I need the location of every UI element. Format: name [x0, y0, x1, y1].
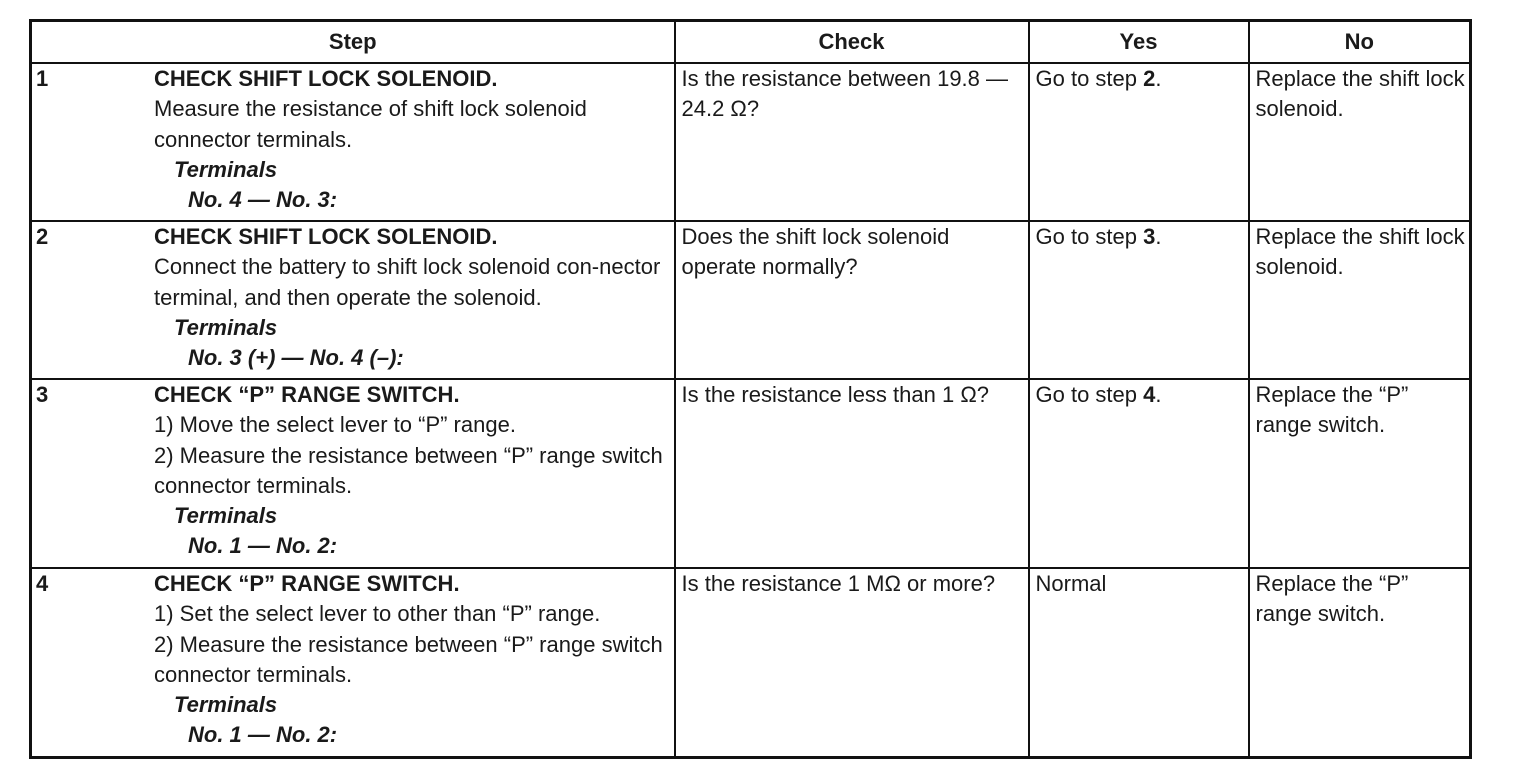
header-no: No	[1249, 21, 1471, 64]
step-cell	[31, 221, 675, 379]
step-description: Connect the battery to shift lock solenoid con-nector terminal, and then operate the solenoid.	[154, 254, 661, 310]
step-number: 3	[36, 382, 49, 407]
check-cell: Is the resistance 1 MΩ or more?	[675, 568, 1029, 757]
check-cell: Is the resistance between 19.8 — 24.2 Ω?	[675, 63, 1029, 221]
step-cell	[31, 568, 675, 757]
terminals-label: Terminals	[174, 503, 278, 529]
diagnostic-table	[29, 19, 1472, 759]
step-cell	[31, 379, 675, 568]
table-row	[31, 221, 1471, 379]
step-substep: 2) Measure the resistance between “P” range switch connector terminals.	[154, 631, 663, 687]
no-cell: Replace the “P” range switch.	[1249, 568, 1471, 757]
no-cell: Replace the shift lock solenoid.	[1249, 221, 1471, 379]
table-row	[31, 568, 1471, 757]
yes-suffix: .	[1155, 66, 1162, 91]
yes-cell	[1029, 379, 1249, 568]
yes-suffix: .	[1155, 382, 1162, 407]
terminals-value: No. 4 — No. 3:	[188, 187, 338, 213]
header-yes: Yes	[1029, 21, 1249, 64]
step-substep: 1) Set the select lever to other than “P” range.	[154, 601, 601, 627]
step-title: CHECK “P” RANGE SWITCH.	[154, 382, 460, 407]
yes-step-link[interactable]: 3	[1143, 224, 1156, 249]
yes-step-link[interactable]: 2	[1143, 66, 1156, 91]
terminals-label: Terminals	[174, 692, 278, 718]
header-step: Step	[31, 21, 675, 64]
yes-text: Go to step	[1035, 66, 1144, 91]
check-cell: Does the shift lock solenoid operate normally?	[675, 221, 1029, 379]
step-cell	[31, 63, 675, 221]
step-title: CHECK SHIFT LOCK SOLENOID.	[154, 66, 498, 91]
step-title: CHECK “P” RANGE SWITCH.	[154, 571, 460, 596]
terminals-value: No. 3 (+) — No. 4 (–):	[188, 345, 404, 371]
yes-cell: Normal	[1029, 568, 1249, 757]
yes-suffix: .	[1155, 224, 1162, 249]
terminals-value: No. 1 — No. 2:	[188, 533, 338, 559]
yes-cell	[1029, 63, 1249, 221]
terminals-label: Terminals	[174, 314, 278, 340]
yes-cell	[1029, 221, 1249, 379]
terminals-value: No. 1 — No. 2:	[188, 722, 338, 748]
step-number: 1	[36, 66, 49, 91]
no-cell: Replace the “P” range switch.	[1249, 379, 1471, 568]
step-substep: 2) Measure the resistance between “P” range switch connector terminals.	[154, 442, 663, 498]
yes-text: Go to step	[1035, 224, 1144, 249]
no-cell: Replace the shift lock solenoid.	[1249, 63, 1471, 221]
header-row	[31, 21, 1471, 64]
check-cell: Is the resistance less than 1 Ω?	[675, 379, 1029, 568]
yes-step-link[interactable]: 4	[1143, 382, 1156, 407]
step-substep: 1) Move the select lever to “P” range.	[154, 412, 516, 438]
step-number: 4	[36, 571, 49, 596]
terminals-label: Terminals	[174, 156, 278, 182]
table-row	[31, 63, 1471, 221]
step-number: 2	[36, 224, 49, 249]
yes-text: Go to step	[1035, 382, 1144, 407]
step-title: CHECK SHIFT LOCK SOLENOID.	[154, 224, 498, 249]
step-description: Measure the resistance of shift lock solenoid connector terminals.	[154, 96, 587, 152]
table-row	[31, 379, 1471, 568]
header-check: Check	[675, 21, 1029, 64]
